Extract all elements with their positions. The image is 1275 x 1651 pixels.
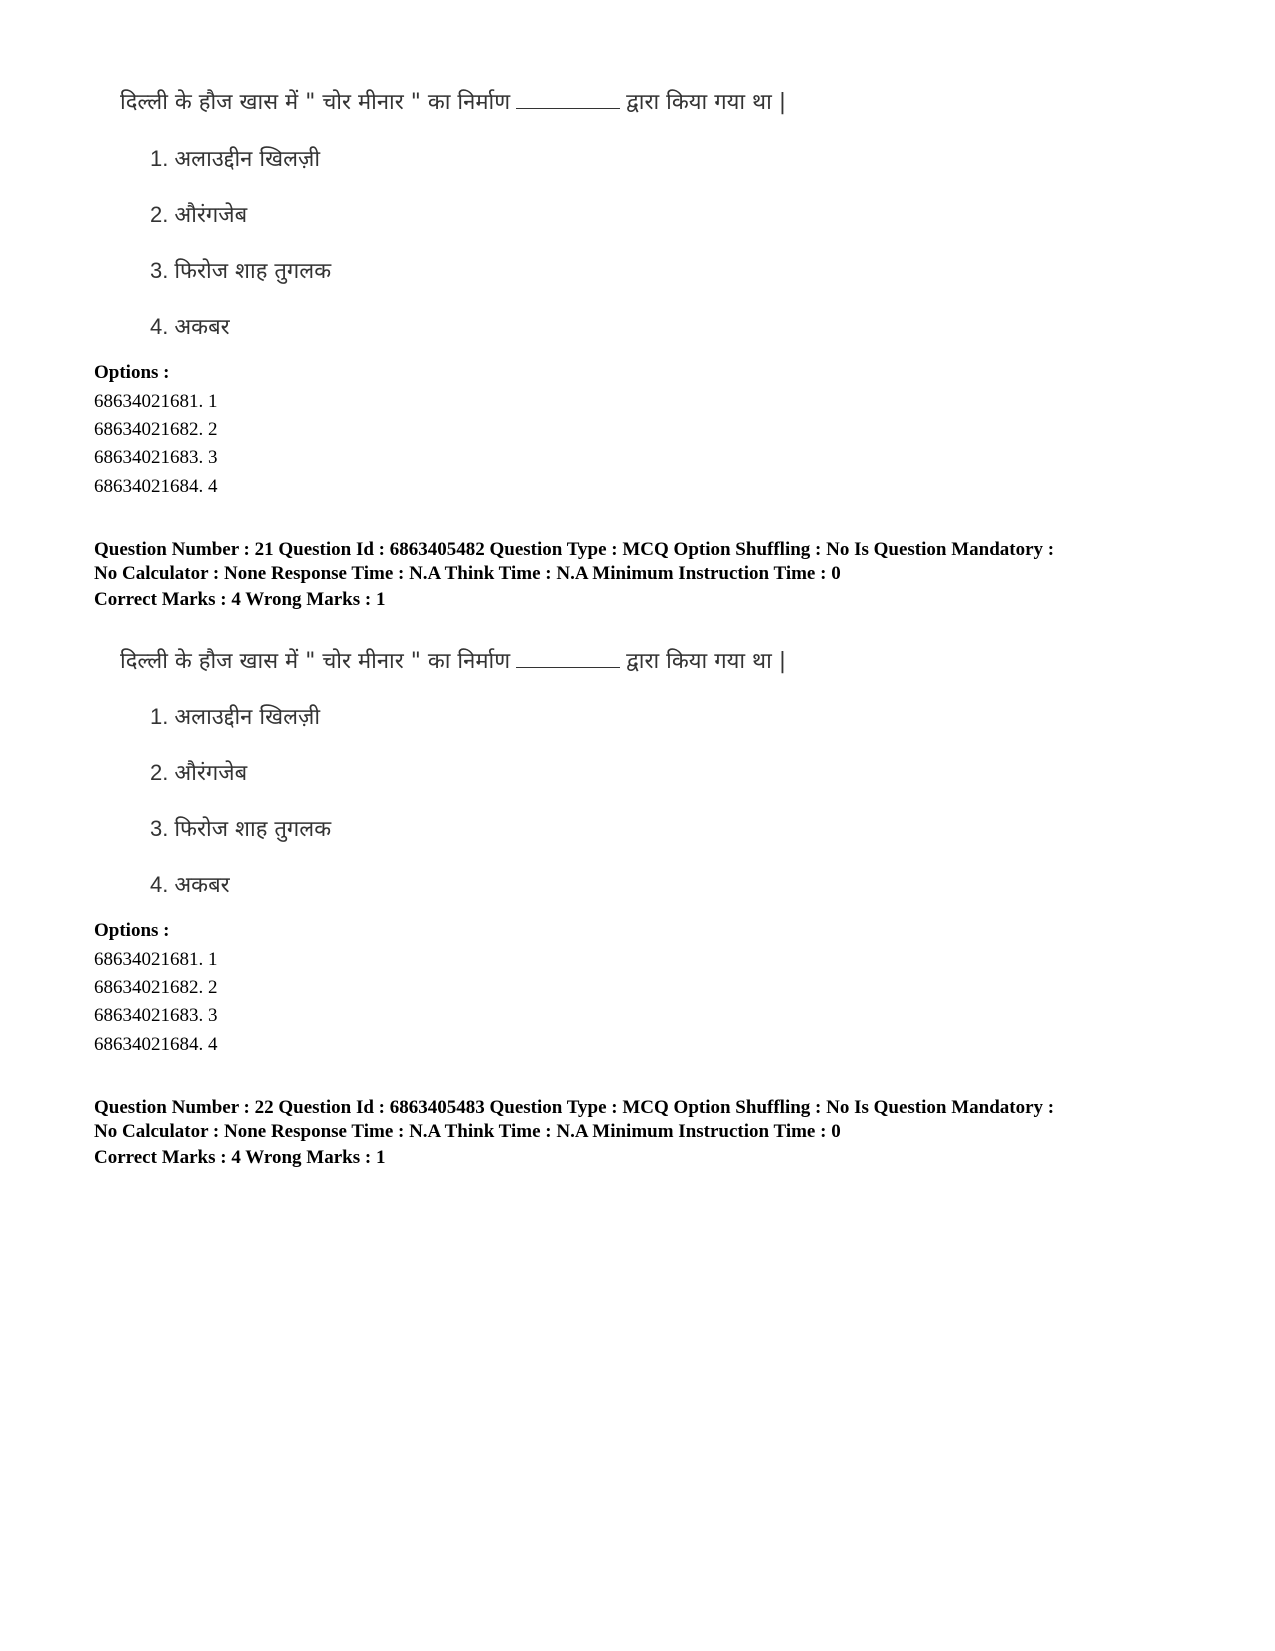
- question-text-before: दिल्ली के हौज खास में " चोर मीनार " का निर्माण: [120, 90, 511, 115]
- question-marks: Correct Marks : 4 Wrong Marks : 1: [94, 589, 386, 610]
- question-text: [120, 645, 786, 675]
- option-line: 68634021681. 1: [94, 949, 218, 970]
- option-line: 68634021683. 3: [94, 1005, 218, 1026]
- choice-item: 1. अलाउद्दीन खिलज़ी: [150, 146, 321, 172]
- question-meta: [94, 1096, 1204, 1144]
- question-text-after: द्वारा किया गया था |: [626, 649, 787, 674]
- answer-blank: [516, 666, 620, 668]
- choice-item: 3. फिरोज शाह तुगलक: [150, 816, 332, 842]
- meta-line-1: Question Number : 21 Question Id : 6863405482 Question Type : MCQ Option Shuffling : No Is Question Mandatory :: [94, 539, 1055, 560]
- choice-item: 3. फिरोज शाह तुगलक: [150, 258, 332, 284]
- options-title: Options :: [94, 362, 170, 383]
- choice-item: 2. औरंगजेब: [150, 202, 248, 228]
- options-title: Options :: [94, 920, 170, 941]
- option-line: 68634021682. 2: [94, 977, 218, 998]
- choice-item: 4. अकबर: [150, 314, 230, 340]
- choice-item: 4. अकबर: [150, 872, 230, 898]
- option-line: 68634021684. 4: [94, 476, 218, 497]
- question-text-after: द्वारा किया गया था |: [626, 90, 787, 115]
- question-text: [120, 86, 786, 116]
- question-marks: Correct Marks : 4 Wrong Marks : 1: [94, 1147, 386, 1168]
- option-line: 68634021683. 3: [94, 447, 218, 468]
- choice-item: 1. अलाउद्दीन खिलज़ी: [150, 704, 321, 730]
- answer-blank: [516, 107, 620, 109]
- option-line: 68634021684. 4: [94, 1034, 218, 1055]
- meta-line-2: No Calculator : None Response Time : N.A Think Time : N.A Minimum Instruction Time : 0: [94, 563, 841, 584]
- question-meta: [94, 538, 1204, 586]
- choice-item: 2. औरंगजेब: [150, 760, 248, 786]
- question-text-before: दिल्ली के हौज खास में " चोर मीनार " का निर्माण: [120, 649, 511, 674]
- option-line: 68634021681. 1: [94, 391, 218, 412]
- meta-line-1: Question Number : 22 Question Id : 6863405483 Question Type : MCQ Option Shuffling : No Is Question Mandatory :: [94, 1097, 1055, 1118]
- option-line: 68634021682. 2: [94, 419, 218, 440]
- meta-line-2: No Calculator : None Response Time : N.A Think Time : N.A Minimum Instruction Time : 0: [94, 1121, 841, 1142]
